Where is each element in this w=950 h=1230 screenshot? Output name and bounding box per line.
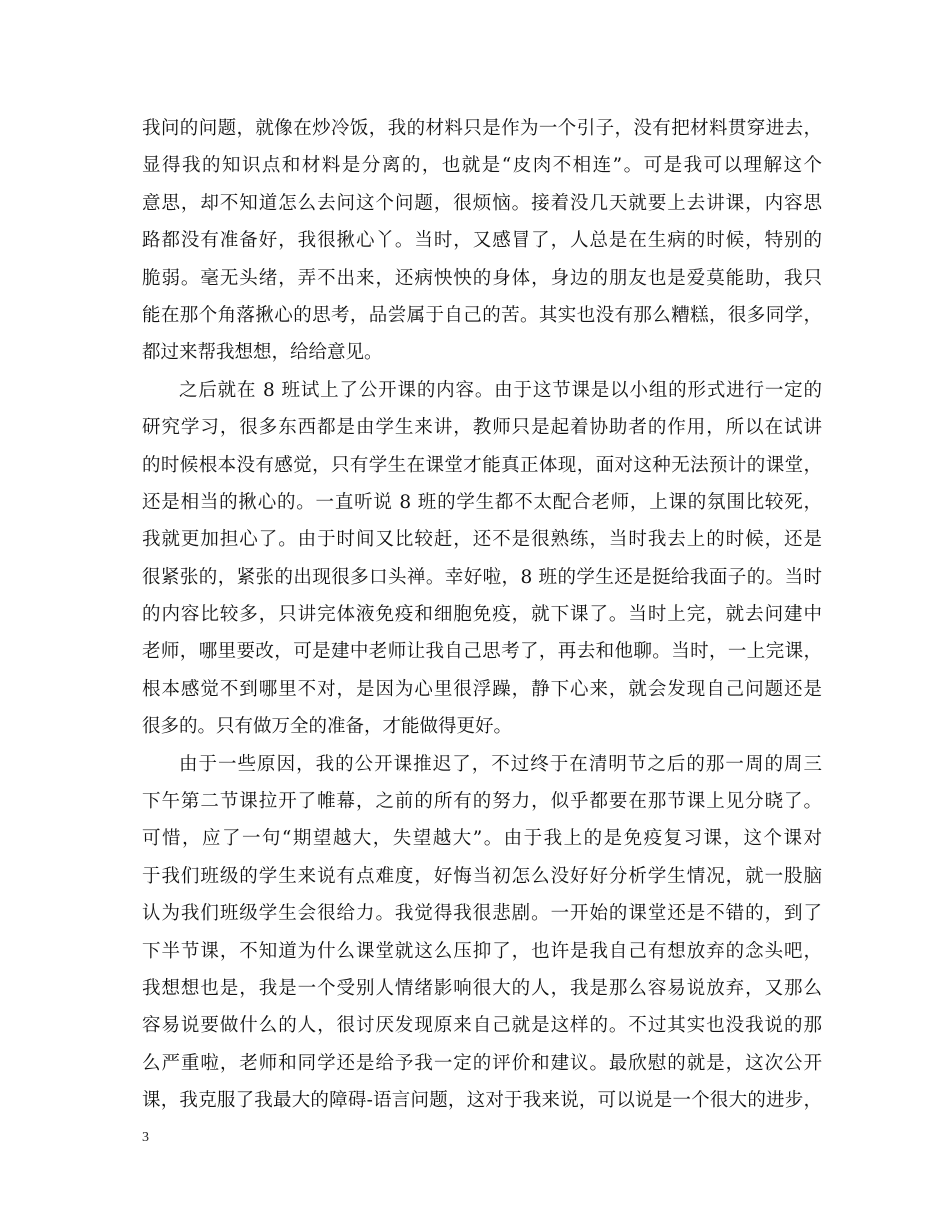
- text-line: 还是相当的揪心的。一直听说 8 班的学生都不太配合老师，上课的氛围比较死，: [142, 491, 822, 513]
- text-line: 的时候根本没有感觉，只有学生在课堂才能真正体现，面对这种无法预计的课堂，: [142, 454, 822, 476]
- text-line: 都过来帮我想想，给给意见。: [142, 342, 383, 364]
- text-line: 根本感觉不到哪里不对，是因为心里很浮躁，静下心来，就会发现自己问题还是: [142, 678, 822, 700]
- paragraph-2: [142, 372, 822, 746]
- page-number: 3: [142, 1130, 149, 1145]
- text-line: 么严重啦，老师和同学还是给予我一定的评价和建议。最欣慰的就是，这次公开: [142, 1052, 822, 1074]
- text-line: 下半节课，不知道为什么课堂就这么压抑了，也许是我自己有想放弃的念头吧，: [142, 940, 822, 962]
- body-text: [142, 110, 822, 1120]
- paragraph-1: [142, 110, 822, 372]
- paragraph-3: [142, 746, 822, 1120]
- text-line: 意思，却不知道怎么去问这个问题，很烦恼。接着没几天就要上去讲课，内容思: [142, 192, 822, 214]
- text-line: 能在那个角落揪心的思考，品尝属于自己的苦。其实也没有那么糟糕，很多同学，: [142, 304, 822, 326]
- text-line: 可惜，应了一句“期望越大，失望越大”。由于我上的是免疫复习课，这个课对: [142, 828, 822, 850]
- text-line: 路都没有准备好，我很揪心丫。当时，又感冒了，人总是在生病的时候，特别的: [142, 230, 822, 252]
- text-line: 的内容比较多，只讲完体液免疫和细胞免疫，就下课了。当时上完，就去问建中: [142, 604, 822, 626]
- text-line: 认为我们班级学生会很给力。我觉得我很悲剧。一开始的课堂还是不错的，到了: [142, 903, 822, 925]
- text-line: 显得我的知识点和材料是分离的，也就是“皮肉不相连”。可是我可以理解这个: [142, 155, 822, 177]
- text-line: 于我们班级的学生来说有点难度，好悔当初怎么没好好分析学生情况，就一股脑: [142, 865, 822, 887]
- text-line: 之后就在 8 班试上了公开课的内容。由于这节课是以小组的形式进行一定的: [179, 379, 822, 401]
- text-line: 我问的问题，就像在炒冷饭，我的材料只是作为一个引子，没有把材料贯穿进去，: [142, 118, 822, 139]
- text-line: 老师，哪里要改，可是建中老师让我自己思考了，再去和他聊。当时，一上完课，: [142, 641, 822, 663]
- text-line: 很紧张的，紧张的出现很多口头禅。幸好啦，8 班的学生还是挺给我面子的。当时: [142, 566, 822, 588]
- text-line: 研究学习，很多东西都是由学生来讲，教师只是起着协助者的作用，所以在试讲: [142, 417, 822, 439]
- text-line: 很多的。只有做万全的准备，才能做得更好。: [142, 716, 513, 738]
- text-line: 下午第二节课拉开了帷幕，之前的所有的努力，似乎都要在那节课上见分晓了。: [142, 791, 822, 813]
- text-line: 由于一些原因，我的公开课推迟了，不过终于在清明节之后的那一周的周三: [179, 753, 822, 775]
- text-line: 容易说要做什么的人，很讨厌发现原来自己就是这样的。不过其实也没我说的那: [142, 1015, 822, 1037]
- text-line: 课，我克服了我最大的障碍-语言问题，这对于我来说，可以说是一个很大的进步，: [142, 1090, 822, 1112]
- text-line: 我想想也是，我是一个受别人情绪影响很大的人，我是那么容易说放弃，又那么: [142, 977, 822, 999]
- text-line: 我就更加担心了。由于时间又比较赶，还不是很熟练，当时我去上的时候，还是: [142, 529, 822, 551]
- text-line: 脆弱。毫无头绪，弄不出来，还病怏怏的身体，身边的朋友也是爱莫能助，我只: [142, 267, 822, 289]
